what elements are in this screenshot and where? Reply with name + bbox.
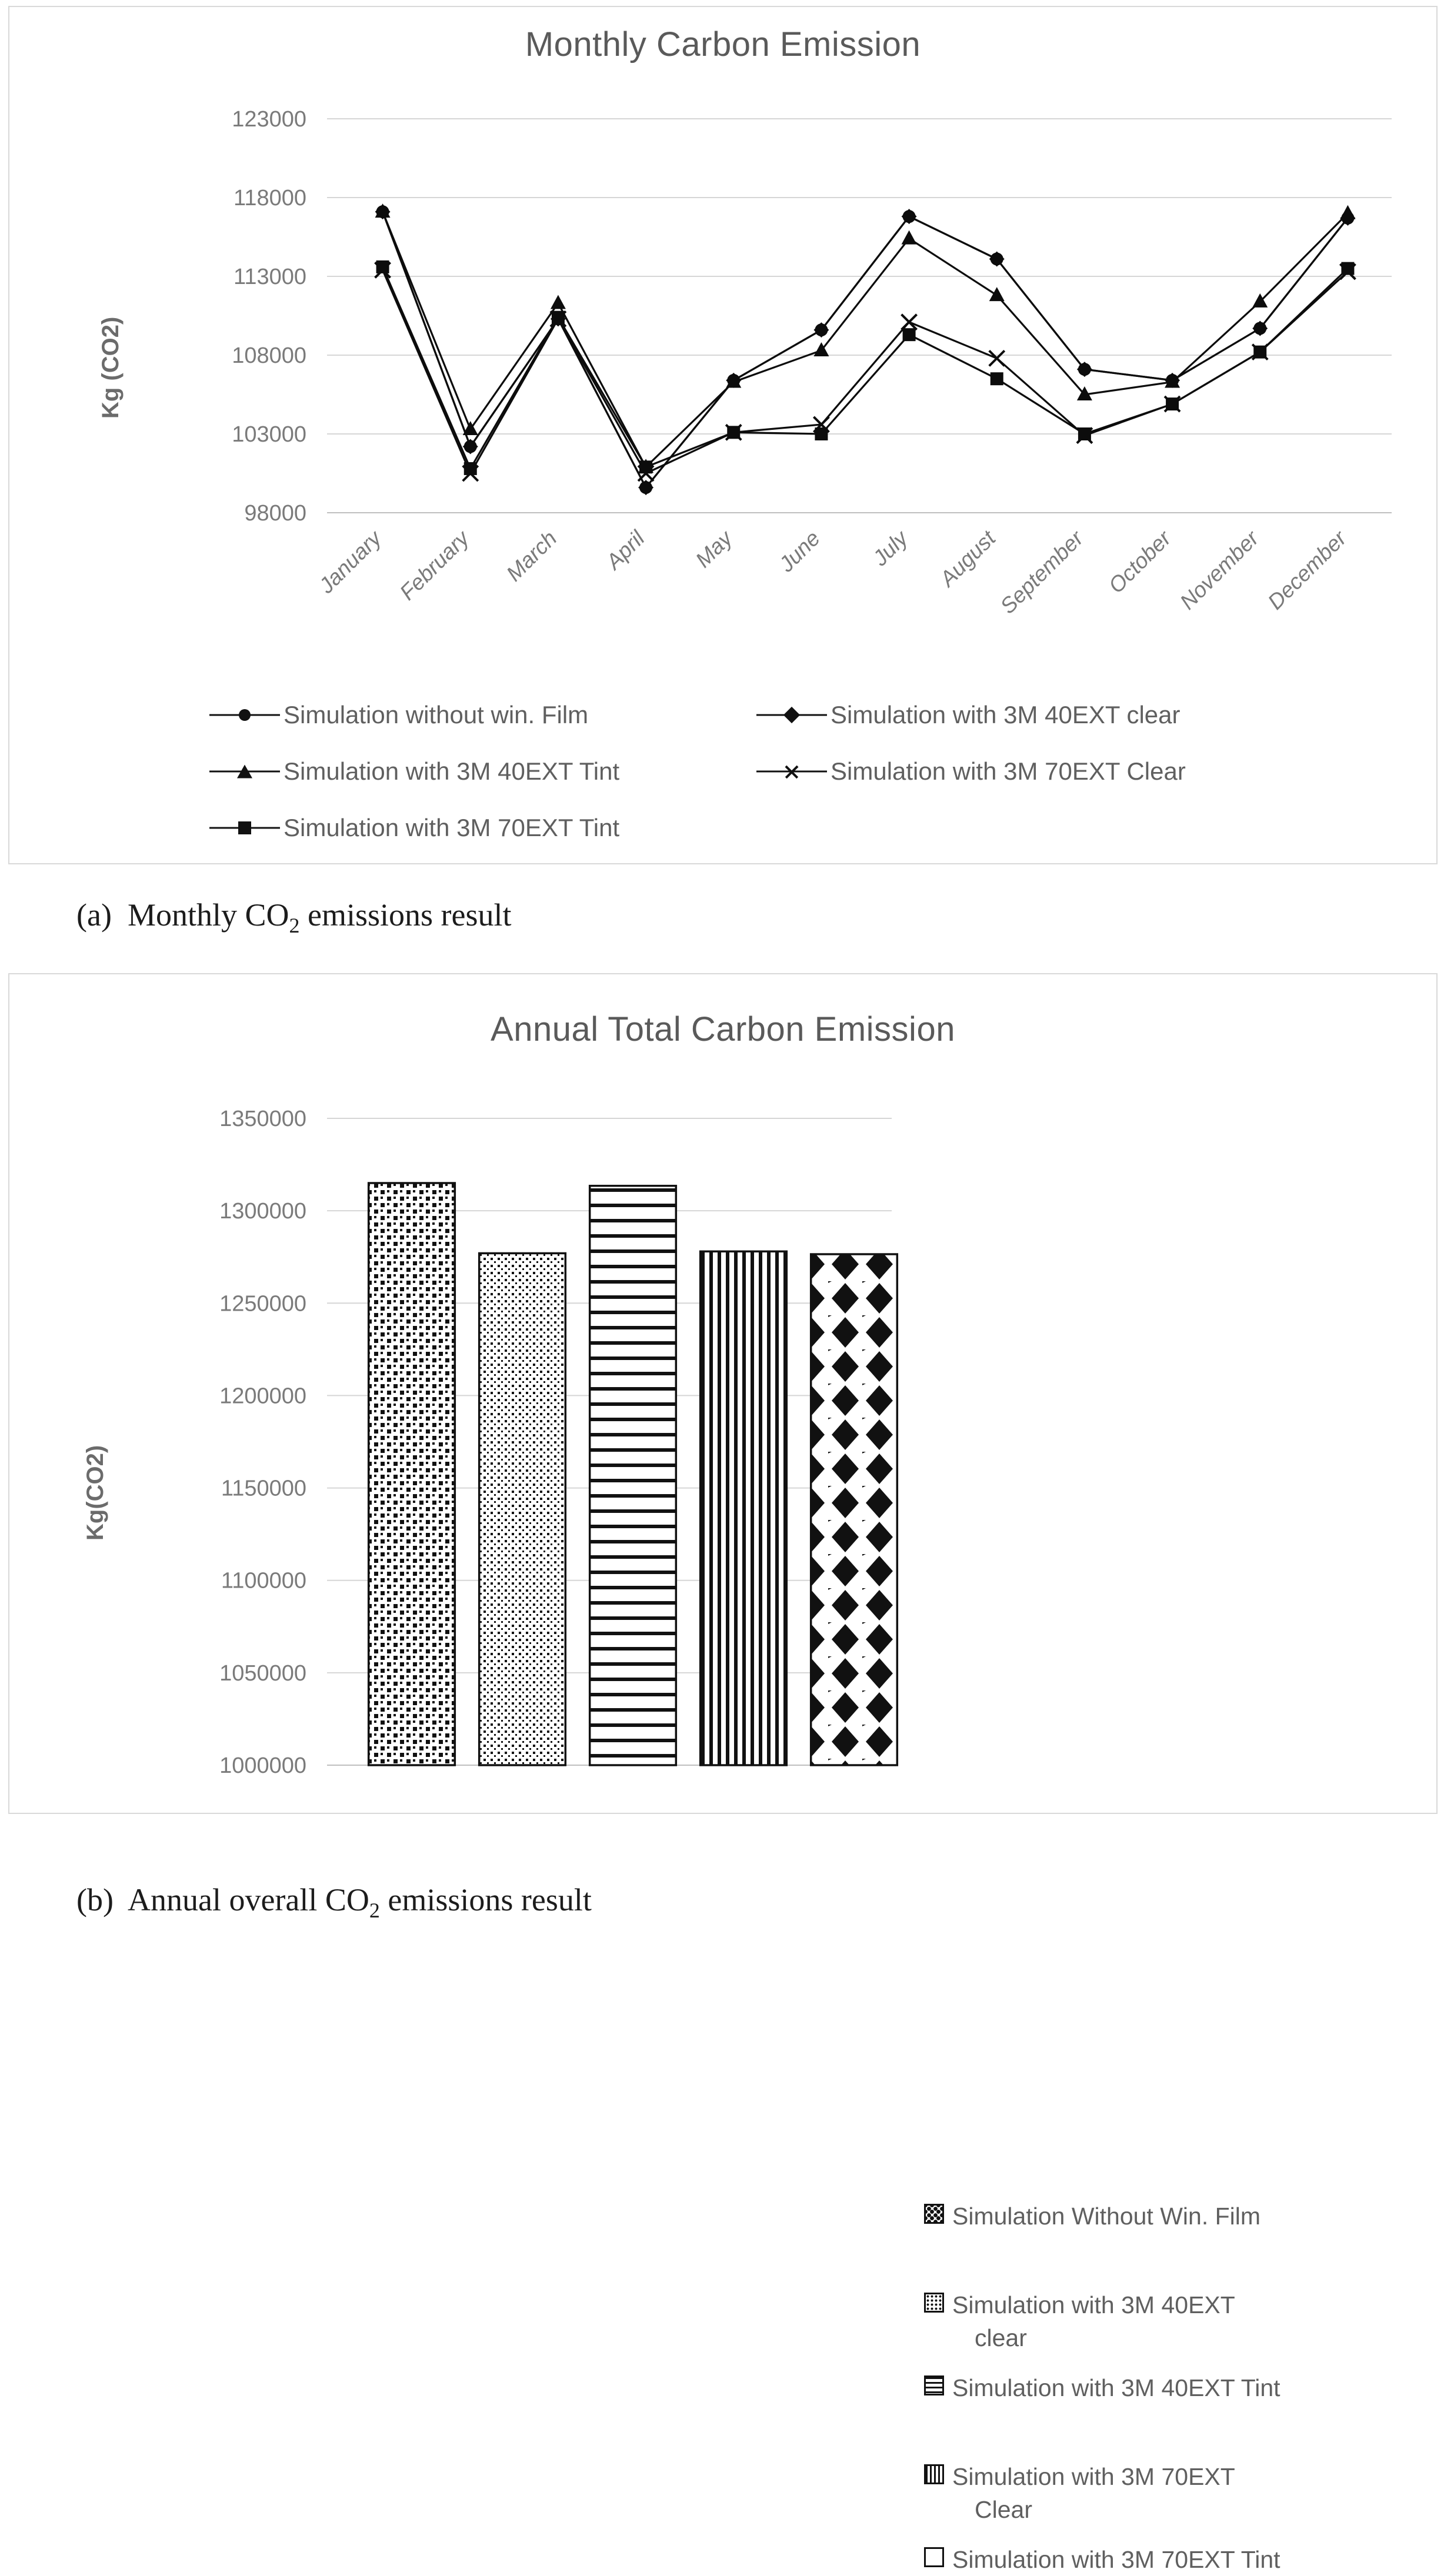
chart-title-monthly: Monthly Carbon Emission [525, 25, 921, 64]
legend-item-label: Simulation with 3M 70EXT Tint [284, 814, 620, 841]
x-tick-label: February [395, 526, 474, 605]
caption-a [76, 897, 511, 938]
legend-row [209, 757, 1327, 786]
x-marker-icon [756, 761, 827, 781]
legend-item-bar-1[interactable] [924, 2200, 1430, 2233]
x-tick-label: April [601, 526, 649, 574]
data-point-square [1078, 427, 1091, 440]
legend-row [209, 814, 1327, 842]
bar [479, 1253, 566, 1765]
y-tick-label: 98000 [244, 501, 306, 526]
legend-item-label: Simulation without win. Film [284, 701, 589, 729]
caption-b-prefix: (b) [76, 1882, 114, 1917]
y-tick-label: 1000000 [219, 1753, 306, 1778]
data-point-triangle [551, 295, 566, 309]
pattern-swatch-icon [924, 2204, 944, 2224]
data-point-square [376, 260, 389, 273]
legend-item-square[interactable] [209, 814, 756, 842]
x-tick-label: December [1263, 526, 1352, 614]
y-tick-label: 1050000 [219, 1660, 306, 1686]
data-point-square [639, 460, 652, 473]
data-point-triangle [1340, 205, 1355, 219]
data-point-square [1253, 346, 1266, 359]
data-point-x [902, 315, 917, 330]
caption-b-post: emissions result [379, 1882, 592, 1917]
data-point-square [727, 426, 740, 439]
y-tick-label: 108000 [232, 343, 306, 368]
legend-item-label: Simulation with 3M 70EXT Clear [952, 2463, 1235, 2523]
x-tick-label: March [501, 526, 562, 586]
annual-chart-legend [924, 2200, 1430, 2576]
data-point-diamond [902, 209, 917, 224]
legend-item-label: Simulation with 3M 40EXT Tint [284, 757, 620, 785]
pattern-swatch-icon [924, 2464, 944, 2484]
legend-item-label: Simulation with 3M 40EXT clear [952, 2291, 1235, 2351]
series-line [383, 212, 1348, 487]
legend-item-label: Simulation with 3M 70EXT Clear [831, 757, 1186, 785]
x-tick-label: May [691, 526, 737, 573]
legend-item-triangle[interactable] [209, 757, 756, 786]
y-axis-label-annual: Kg(CO2) [82, 1445, 108, 1541]
caption-a-prefix: (a) [76, 897, 112, 933]
diamond-marker-icon [756, 705, 827, 725]
annual-emission-plot [9, 974, 1436, 1813]
y-tick-label: 103000 [232, 422, 306, 447]
x-tick-label: July [868, 526, 913, 571]
legend-item-bar-2[interactable] [924, 2289, 1430, 2354]
y-tick-label: 1350000 [219, 1107, 306, 1131]
data-point-square [1166, 397, 1179, 410]
caption-a-pre: Monthly CO [127, 897, 289, 933]
caption-b-pre: Annual overall CO [128, 1882, 369, 1917]
y-tick-label: 1100000 [221, 1568, 306, 1593]
y-tick-label: 1250000 [219, 1291, 306, 1317]
y-tick-label: 123000 [232, 107, 306, 132]
bar [701, 1251, 787, 1765]
data-point-diamond [463, 439, 478, 454]
pattern-swatch-icon [924, 2293, 944, 2313]
bar [369, 1183, 455, 1765]
x-tick-label: November [1175, 526, 1263, 614]
pattern-swatch-icon [924, 2547, 944, 2567]
monthly-emission-chart-panel [8, 6, 1438, 864]
y-tick-label: 113000 [234, 265, 306, 289]
monthly-chart-legend [209, 701, 1327, 870]
x-tick-label: September [995, 526, 1088, 619]
chart-title-annual: Annual Total Carbon Emission [491, 1010, 955, 1048]
legend-item-label: Simulation with 3M 40EXT Tint [952, 2374, 1280, 2402]
caption-b [76, 1882, 592, 1923]
y-tick-label: 1150000 [221, 1476, 306, 1501]
bar [811, 1254, 898, 1765]
caption-a-sub: 2 [289, 913, 300, 937]
data-point-square [1341, 262, 1354, 275]
y-tick-label: 1200000 [219, 1384, 306, 1409]
caption-b-sub: 2 [369, 1898, 380, 1922]
data-point-square [552, 311, 565, 324]
x-tick-label: January [314, 526, 386, 598]
x-tick-label: August [935, 526, 1001, 592]
y-tick-label: 1300000 [219, 1199, 306, 1224]
x-tick-label: October [1103, 526, 1176, 598]
x-tick-label: June [774, 526, 825, 577]
data-point-square [815, 427, 828, 440]
pattern-swatch-icon [924, 2375, 944, 2395]
data-point-square [903, 328, 916, 341]
legend-item-bar-3[interactable] [924, 2372, 1430, 2404]
legend-item-label: Simulation with 3M 70EXT Tint [952, 2546, 1280, 2574]
caption-a-post: emissions result [299, 897, 512, 933]
data-point-x [989, 350, 1005, 366]
data-point-triangle [989, 287, 1005, 301]
data-point-triangle [902, 230, 917, 245]
legend-item-bar-4[interactable] [924, 2461, 1430, 2526]
series-line [383, 212, 1348, 487]
bar [590, 1186, 676, 1765]
legend-item-diamond[interactable] [756, 701, 1303, 729]
series-line [383, 212, 1348, 467]
legend-item-x[interactable] [756, 757, 1303, 786]
series-line [383, 267, 1348, 469]
y-tick-label: 118000 [234, 186, 306, 211]
data-point-square [464, 462, 477, 475]
square-marker-icon [209, 818, 280, 838]
legend-item-circle[interactable] [209, 701, 756, 729]
circle-marker-icon [209, 705, 280, 725]
legend-item-bar-5[interactable] [924, 2544, 1430, 2576]
legend-item-label: Simulation with 3M 40EXT clear [831, 701, 1180, 729]
legend-item-label: Simulation Without Win. Film [952, 2203, 1261, 2230]
data-point-square [991, 372, 1003, 385]
legend-row [209, 701, 1327, 729]
triangle-marker-icon [209, 761, 280, 781]
y-axis-label-monthly: Kg (CO2) [98, 316, 124, 419]
data-point-diamond [813, 322, 829, 338]
